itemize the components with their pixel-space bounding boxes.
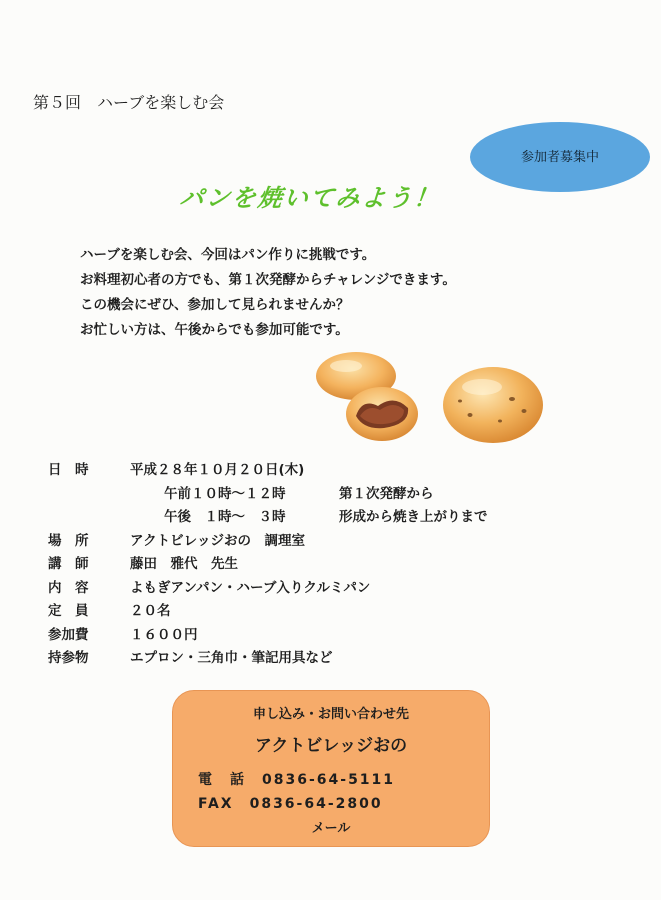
fee-label: 参加費 <box>48 626 89 643</box>
contact-box <box>172 690 490 847</box>
pm-time: 午後 １時～ ３時 <box>164 509 286 525</box>
pm-step: 形成から焼き上がりまで <box>339 509 488 525</box>
fee-value: １６００円 <box>130 626 198 643</box>
walnut-bread-illustration <box>440 365 550 447</box>
bread-bun-illustration <box>312 348 432 448</box>
place-label: 場 所 <box>48 532 89 549</box>
intro-line: この機会にぜひ、参加して見られませんか？ <box>80 297 350 313</box>
teacher-value: 藤田 雅代 先生 <box>130 556 238 572</box>
intro-text <box>80 243 456 343</box>
date-value: 平成２８年１０月２０日(木) <box>130 462 305 478</box>
event-header: 第５回 ハーブを楽しむ会 <box>33 93 225 112</box>
recruiting-badge <box>470 122 650 192</box>
bring-value: エプロン・三角巾・筆記用具など <box>130 650 333 666</box>
teacher-label: 講 師 <box>48 556 89 572</box>
am-step: 第１次発酵から <box>339 485 434 502</box>
place-value: アクトビレッジおの 調理室 <box>130 532 305 549</box>
recruiting-badge-text: 参加者募集中 <box>520 150 599 165</box>
am-time: 午前１０時～１２時 <box>164 485 286 502</box>
bring-label: 持参物 <box>48 650 89 666</box>
contact-heading: 申し込み・お問い合わせ先 <box>252 707 409 722</box>
contact-mail: メール <box>311 821 351 836</box>
contact-fax: FAX 0836-64-2800 <box>198 796 383 812</box>
content-value: よもぎアンパン・ハーブ入りクルミパン <box>130 579 371 596</box>
intro-line: お忙しい方は、午後からでも参加可能です。 <box>80 322 349 338</box>
page-title: パンを焼いてみよう！ <box>178 184 442 212</box>
contact-tel: 電 話 0836-64-5111 <box>198 772 396 788</box>
intro-line: お料理初心者の方でも、第１次発酵からチャレンジできます。 <box>80 272 456 288</box>
capacity-value: ２０名 <box>130 603 171 619</box>
capacity-label: 定 員 <box>48 603 89 619</box>
intro-line: ハーブを楽しむ会、今回はパン作りに挑戦です。 <box>80 247 376 263</box>
date-label: 日 時 <box>48 462 89 478</box>
content-label: 内 容 <box>48 579 89 596</box>
contact-org: アクトビレッジおの <box>254 736 408 756</box>
